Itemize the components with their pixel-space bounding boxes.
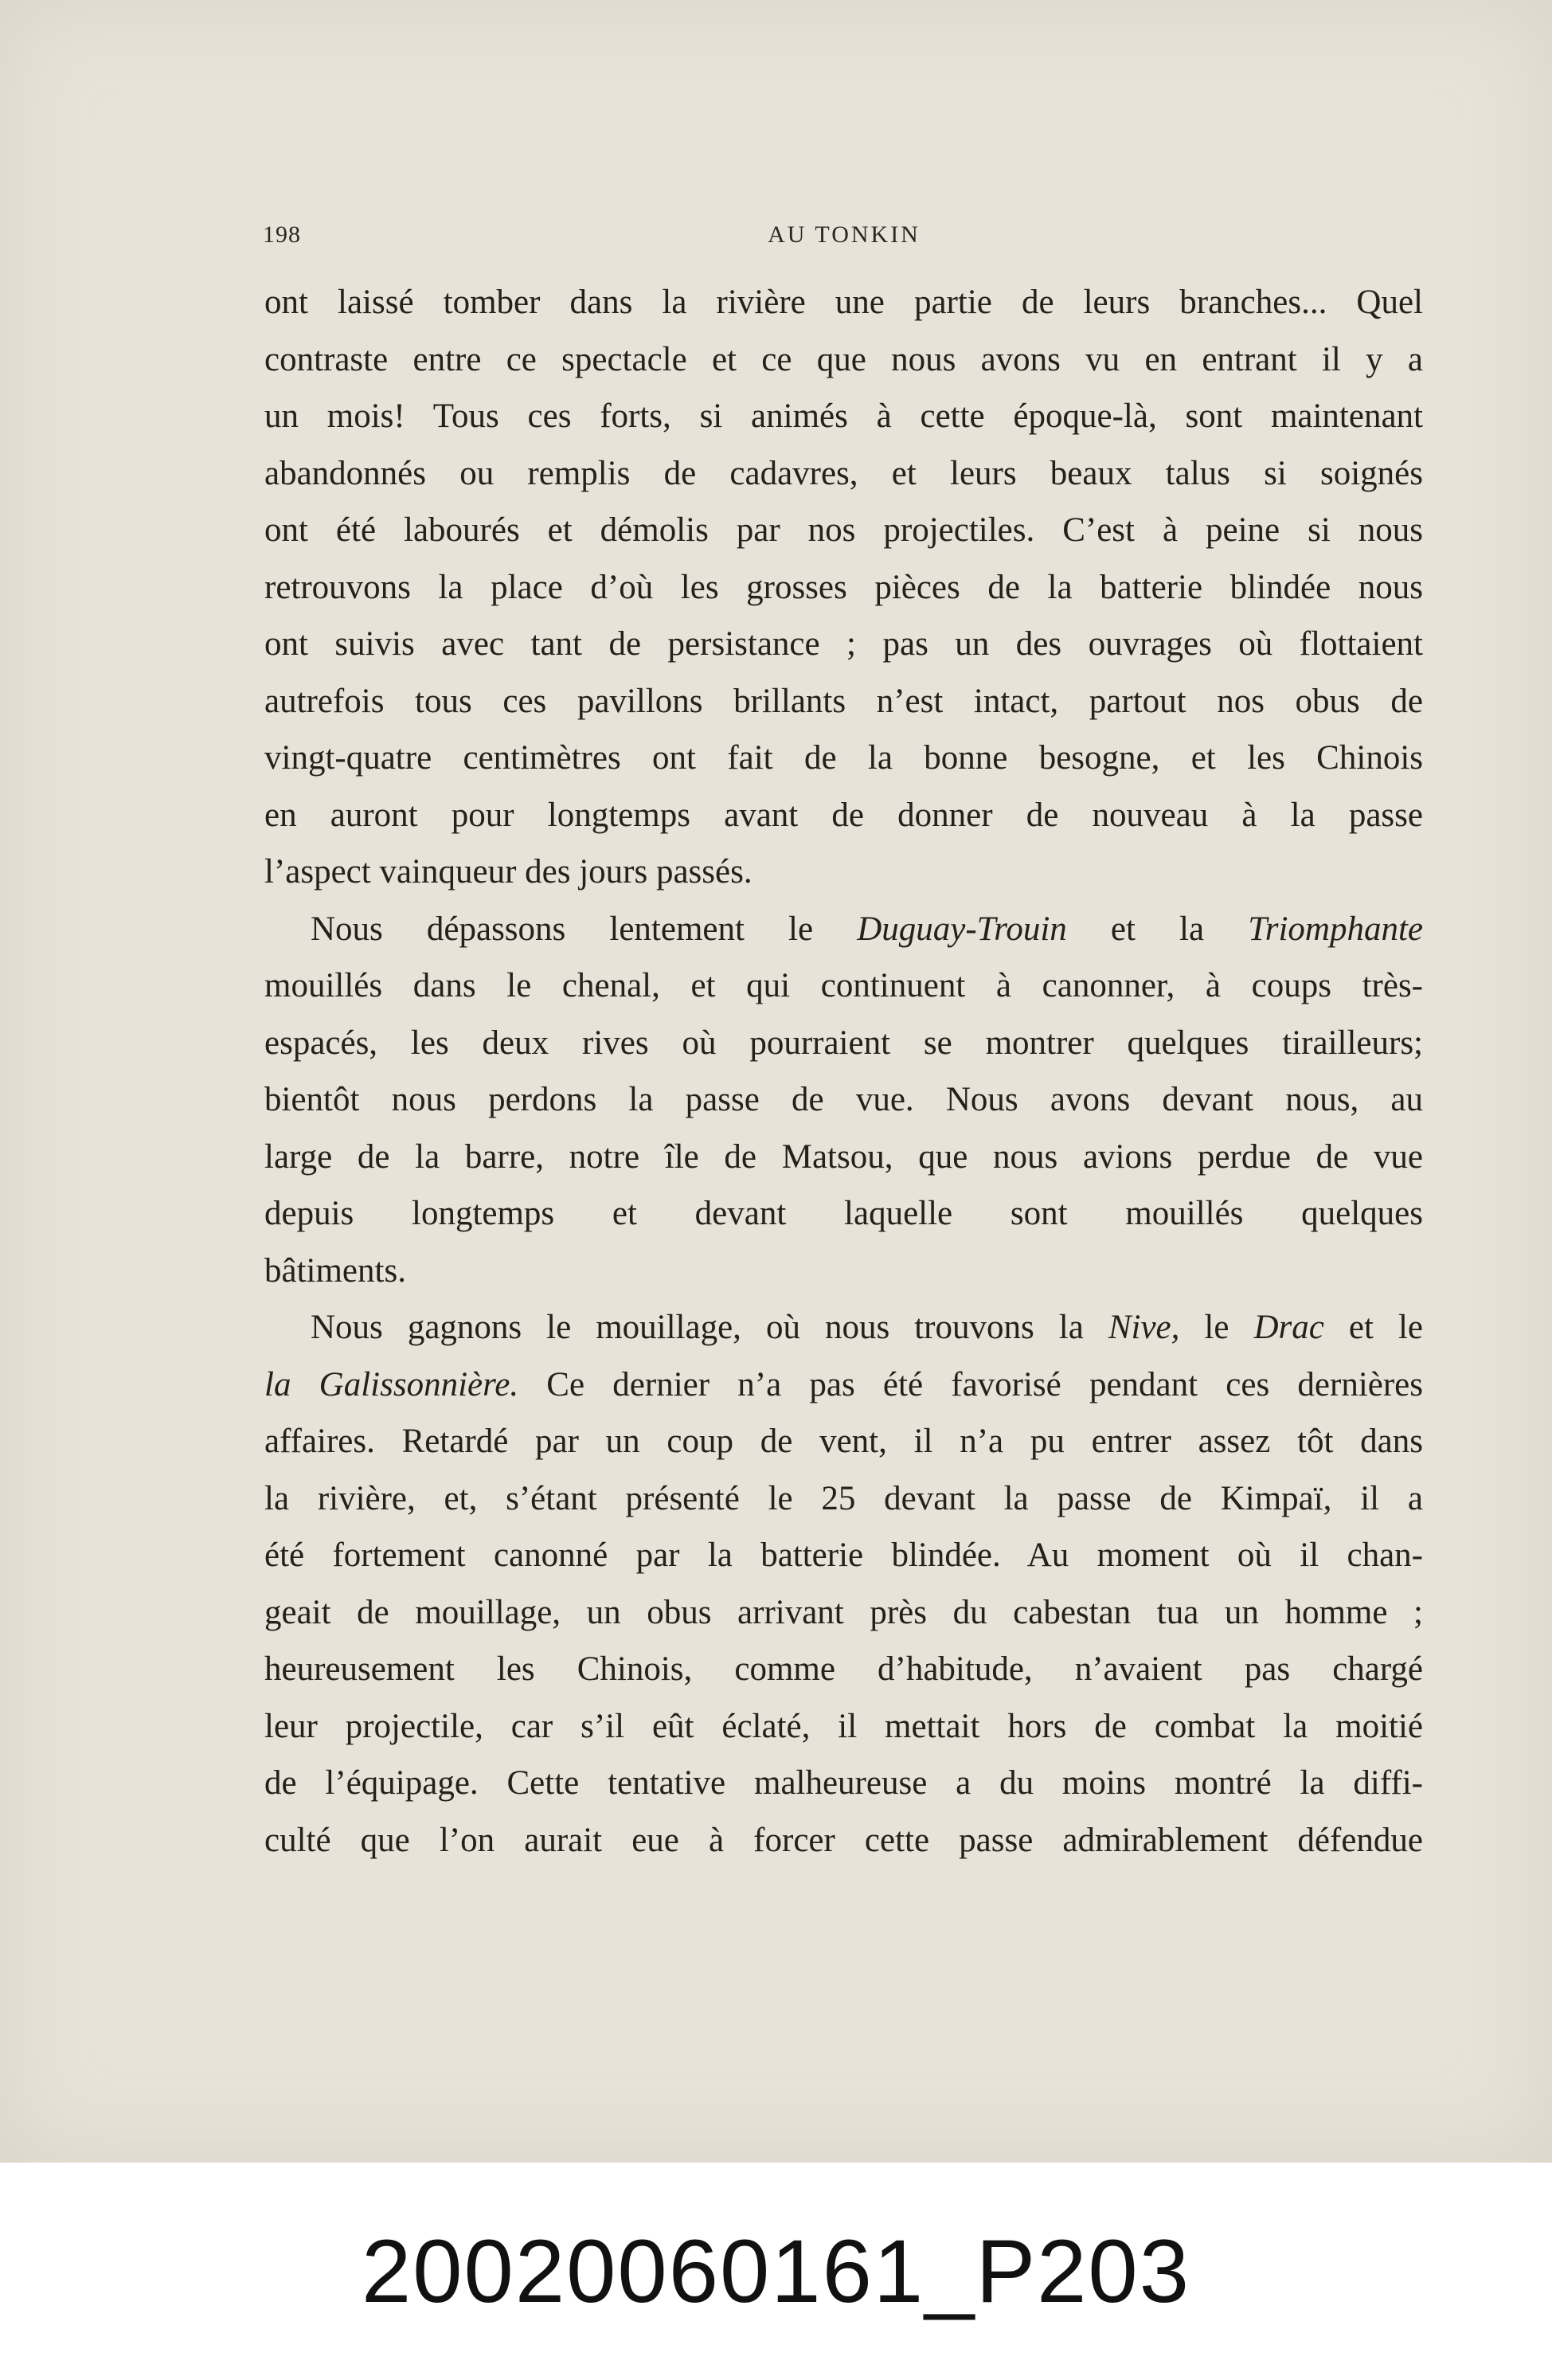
text-line: l’aspect vainqueur des jours passés. (264, 853, 753, 891)
text-line: geait de mouillage, un obus arrivant près du cabestan tua un homme ; (264, 1593, 1423, 1631)
paragraph-3 (264, 1299, 1423, 1869)
text-line: abandonnés ou remplis de cadavres, et leurs beaux talus si soignés (264, 454, 1423, 492)
text-run: Ce dernier n’a pas été favorisé pendant ces dernières (518, 1365, 1424, 1403)
text-line (264, 1299, 1423, 1356)
ship-name: Duguay-Trouin (857, 910, 1067, 948)
text-line: culté que l’on aurait eue à forcer cette passe admirablement défendue (264, 1821, 1423, 1859)
text-line: large de la barre, notre île de Matsou, que nous avions perdue de vue (264, 1137, 1423, 1176)
paragraph-2 (264, 901, 1423, 1300)
text-line (264, 901, 1423, 958)
text-line: la rivière, et, s’étant présenté le 25 devant la passe de Kimpaï, il a (264, 1479, 1423, 1517)
paragraph-1 (264, 274, 1423, 901)
text-line: ont été labourés et démolis par nos projectiles. C’est à peine si nous (264, 511, 1423, 549)
body-text (264, 274, 1423, 1869)
ship-name: la Galissonnière. (264, 1365, 519, 1403)
text-line: bâtiments. (264, 1251, 406, 1290)
text-run: le (1179, 1309, 1254, 1346)
text-run: Nous dépassons lentement le (311, 910, 858, 948)
text-line: autrefois tous ces pavillons brillants n’est intact, partout nos obus de (264, 682, 1423, 720)
ship-name: Nive, (1108, 1309, 1180, 1346)
text-line: un mois! Tous ces forts, si animés à cette époque-là, sont maintenant (264, 397, 1423, 435)
text-line: en auront pour longtemps avant de donner de nouveau à la passe (264, 796, 1423, 834)
text-line: affaires. Retardé par un coup de vent, il n’a pu entrer assez tôt dans (264, 1423, 1423, 1460)
text-line: ont laissé tomber dans la rivière une partie de leurs branches... Quel (264, 284, 1423, 321)
text-run: Nous gagnons le mouillage, où nous trouvons la (311, 1309, 1108, 1346)
image-id-caption: 20020060161_P203 (0, 2163, 1552, 2380)
text-line: mouillés dans le chenal, et qui continuent à canonner, à coups très- (264, 967, 1423, 1004)
text-line: été fortement canonné par la batterie blindée. Au moment où il chan- (264, 1536, 1423, 1574)
text-line: bientôt nous perdons la passe de vue. Nous avons devant nous, au (264, 1081, 1423, 1118)
ship-name: Drac (1253, 1309, 1324, 1346)
text-line: leur projectile, car s’il eût éclaté, il mettait hors de combat la moitié (264, 1707, 1423, 1745)
page-number: 198 (263, 221, 301, 248)
text-line: contraste entre ce spectacle et ce que nous avons vu en entrant il y a (264, 340, 1423, 378)
text-line: heureusement les Chinois, comme d’habitude, n’avaient pas chargé (264, 1650, 1423, 1688)
text-line: espacés, les deux rives où pourraient se montrer quelques tirailleurs; (264, 1024, 1423, 1062)
text-line: depuis longtemps et devant laquelle sont mouillés quelques (264, 1195, 1423, 1232)
text-run: et la (1066, 910, 1249, 948)
running-header (263, 221, 1425, 261)
text-run: et le (1323, 1309, 1423, 1346)
ship-name: Triomphante (1248, 910, 1423, 948)
text-line: ont suivis avec tant de persistance ; pas un des ouvrages où flottaient (264, 625, 1423, 663)
text-line (264, 1356, 1423, 1414)
text-line: retrouvons la place d’où les grosses pièces de la batterie blindée nous (264, 568, 1423, 606)
running-title: AU TONKIN (768, 221, 921, 248)
text-line: de l’équipage. Cette tentative malheureuse a du moins montré la diffi- (264, 1764, 1423, 1802)
text-line: vingt-quatre centimètres ont fait de la bonne besogne, et les Chinois (264, 739, 1423, 777)
